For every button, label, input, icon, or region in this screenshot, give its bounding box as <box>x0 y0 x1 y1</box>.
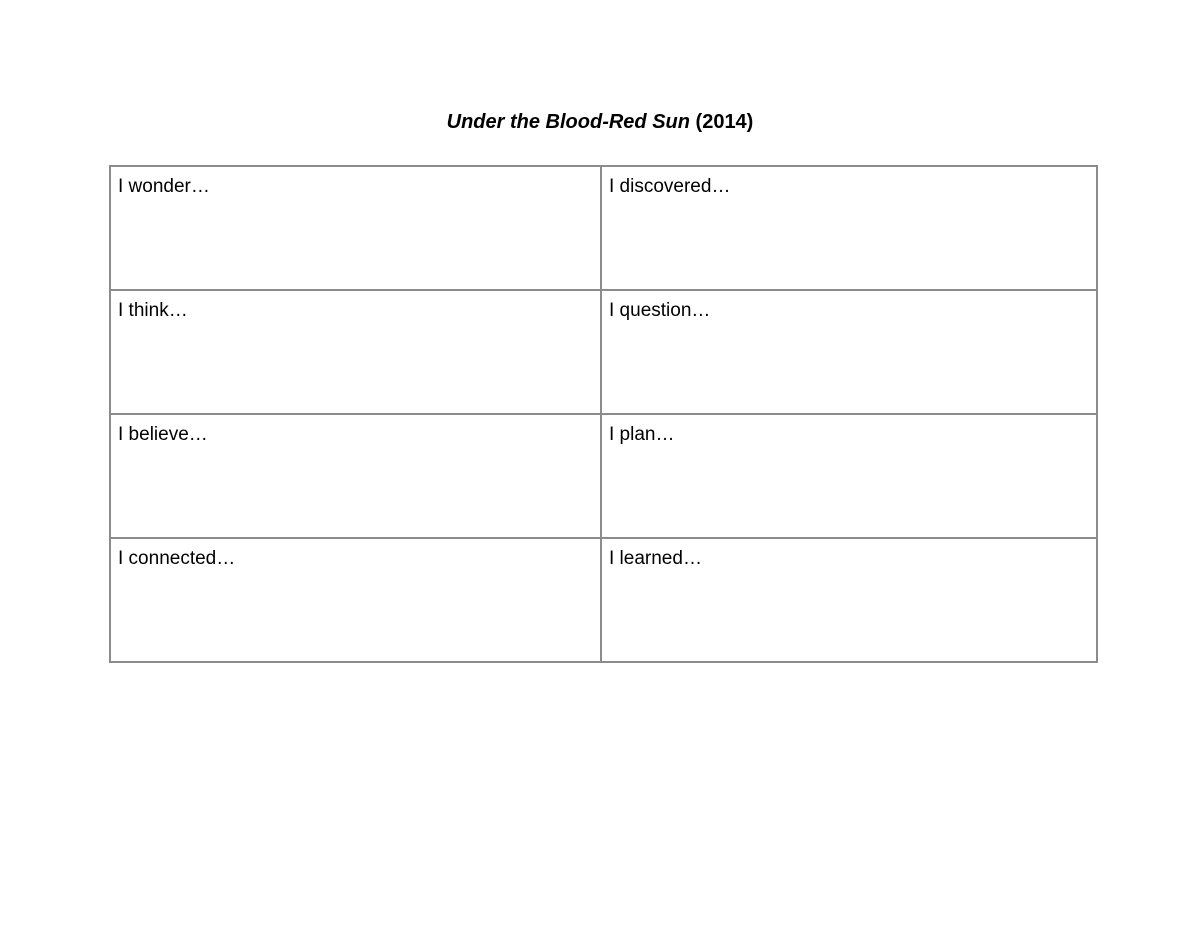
prompt-cell-question[interactable]: I question… <box>601 290 1097 414</box>
table-row <box>110 166 1097 290</box>
page-title <box>0 110 1200 134</box>
prompt-cell-discovered[interactable]: I discovered… <box>601 166 1097 290</box>
prompt-cell-learned[interactable]: I learned… <box>601 538 1097 662</box>
table-row <box>110 414 1097 538</box>
reflection-prompt-table <box>109 165 1098 663</box>
prompt-cell-think[interactable]: I think… <box>110 290 601 414</box>
prompt-cell-plan[interactable]: I plan… <box>601 414 1097 538</box>
table-row <box>110 290 1097 414</box>
book-year: (2014) <box>695 111 754 133</box>
prompt-cell-believe[interactable]: I believe… <box>110 414 601 538</box>
book-title: Under the Blood-Red Sun <box>446 111 690 133</box>
table-row <box>110 538 1097 662</box>
prompt-cell-wonder[interactable]: I wonder… <box>110 166 601 290</box>
prompt-cell-connected[interactable]: I connected… <box>110 538 601 662</box>
